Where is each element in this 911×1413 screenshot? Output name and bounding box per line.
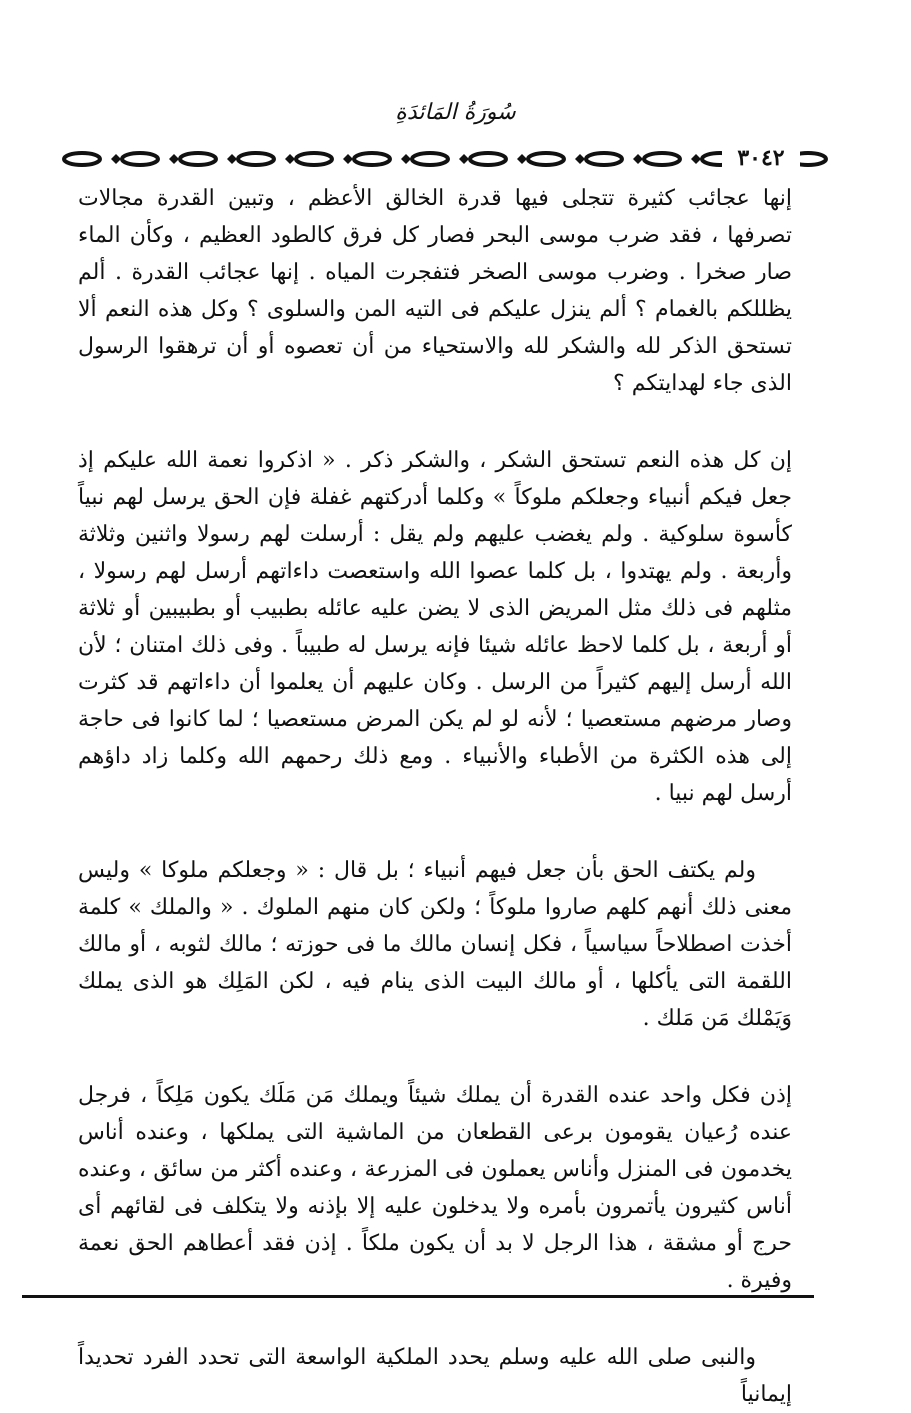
paragraph: والنبى صلى الله عليه وسلم يحدد الملكية الواسعة التى تحدد الفرد تحديداً إيمانياً (78, 1345, 792, 1407)
ornamental-chain-border (60, 144, 830, 174)
paragraph: إن كل هذه النعم تستحق الشكر ، والشكر ذكر . « اذكروا نعمة الله عليكم إذ جعل فيكم أنبياء وجعلكم ملوكاً » وكلما أدركتهم غفلة فإن الحق يرسل لهم نبياً كأسوة سلوكية . ولم يغضب عليهم ولم يقل : أرسلت لهم رسولا واثنين وثلاثة وأربعة . ولم يهتدوا ، بل كلما عصوا الله واستعصت داءاتهم أرسل لهم رسولا ، مثلهم فى ذلك مثل المريض الذى لا يضن عليه عائله بطبيب أو بطبيبين أو ثلاثة أو أربعة ، بل كلما لاحظ عائله شيئا فإنه يرسل له طبيباً . وفى ذلك امتنان ؛ لأن الله أرسل إليهم كثيراً من الرسل . وكان عليهم أن يعلموا أن داءاتهم قد كثرت وصار مرضهم مستعصيا ؛ لأنه لو لم يكن المرض مستعصيا ؛ لما كانوا فى حاجة إلى هذه الكثرة من الأطباء والأنبياء . ومع ذلك رحمهم الله وكلما زاد داؤهم أرسل لهم نبيا . (78, 448, 792, 806)
surah-title: سُورَةُ المَائدَةِ (395, 100, 516, 125)
page-number: ٣٠٤٢ (722, 143, 800, 173)
paragraph: إنها عجائب كثيرة تتجلى فيها قدرة الخالق الأعظم ، وتبين القدرة مجالات تصرفها ، فقد ضرب موسى البحر فصار كل فرق كالطود العظيم ، وكأن الماء صار صخرا . وضرب موسى الصخر فتفجرت المياه . إنها عجائب القدرة . ألم يظللكم بالغمام ؟ ألم ينزل عليكم فى التيه المن والسلوى ؟ وكل هذه النعم ألا تستحق الذكر لله والشكر لله والاستحياء من أن تعصوه أو أن ترهقوا الرسول الذى جاء لهدايتكم ؟ (78, 186, 792, 396)
paragraph: ولم يكتف الحق بأن جعل فيهم أنبياء ؛ بل قال : « وجعلكم ملوكا » وليس معنى ذلك أنهم كلهم صاروا ملوكاً ؛ ولكن كان منهم الملوك . « والملك » كلمة أخذت اصطلاحاً سياسياً ، فكل إنسان مالك ما فى حوزته ؛ مالك لثوبه ، أو مالك اللقمة التى يأكلها ، أو مالك البيت الذى ينام فيه ، لكن المَلِك هو الذى يملك وَيَمْلك مَن مَلك . (78, 858, 792, 1031)
body-text (78, 180, 792, 1413)
paragraph: إذن فكل واحد عنده القدرة أن يملك شيئاً ويملك مَن مَلَك يكون مَلِكاً ، فرجل عنده رُعيان يقومون برعى القطعان من الماشية التى يملكها ، وعنده أناس يخدمون فى المنزل وأناس يعملون فى المزرعة ، وعنده أكثر من سائق ، وعنده أناس كثيرون يأتمرون بأمره ولا يدخلون عليه إلا بإذنه ولا يتكلف فى لقائهم أى حرج أو مشقة ، هذا الرجل لا بد أن يكون ملكاً . إذن فقد أعطاهم الحق نعمة وفيرة . (78, 1083, 792, 1293)
footer-rule (22, 1295, 814, 1298)
